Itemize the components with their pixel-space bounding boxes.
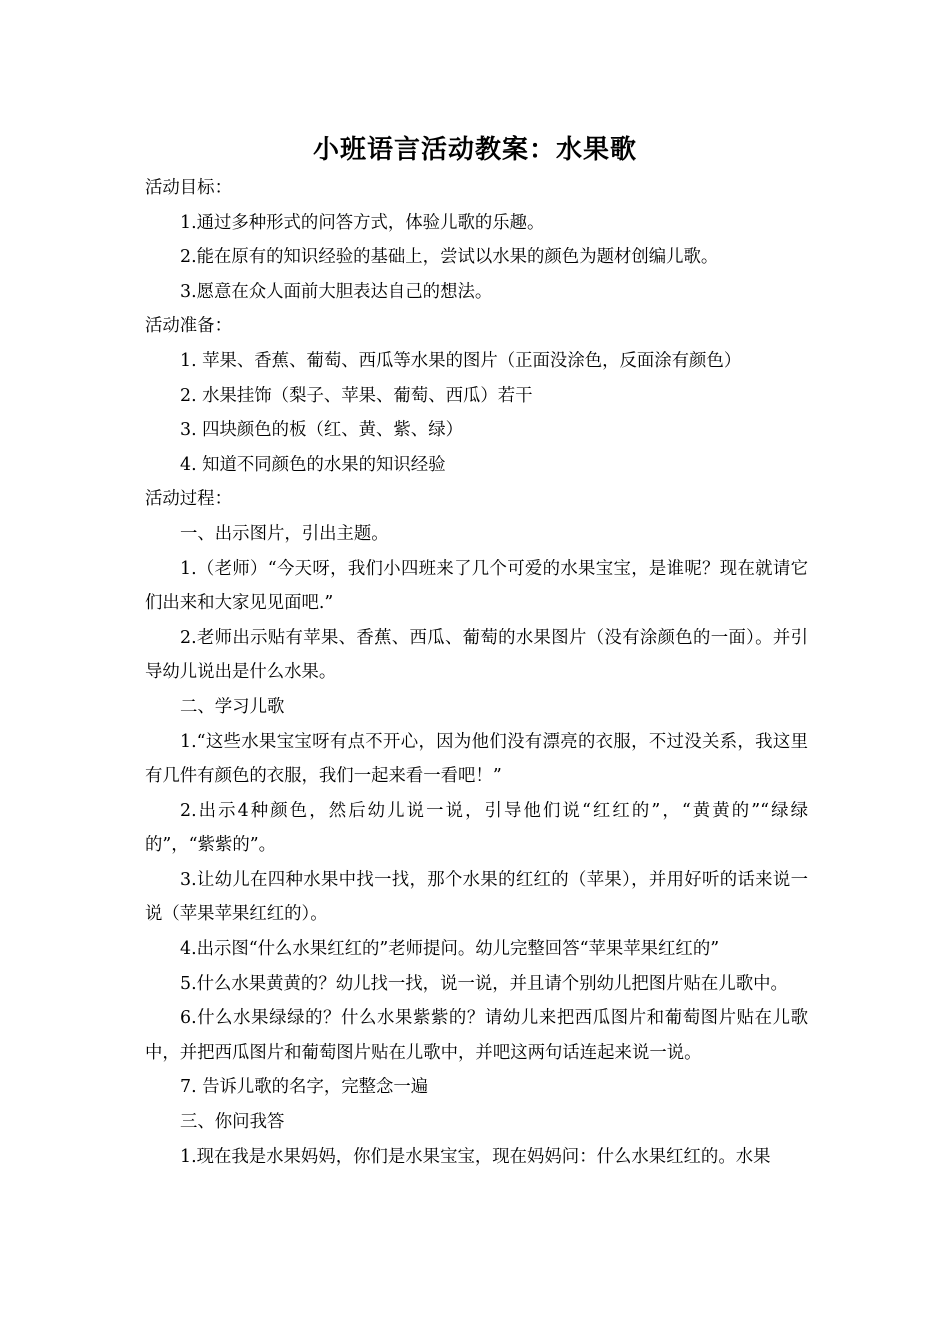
paragraph: 一、出示图片，引出主题。 [180,523,389,544]
paragraph: 1.“这些水果宝宝呀有点不开心，因为他们没有漂亮的衣服，不过没关系，我这里有几件有颜色的衣服，我们一起来看一看吧！” [145,731,808,787]
paragraph: 3.让幼儿在四种水果中找一找，那个水果的红红的（苹果），并用好听的话来说一说（苹果苹果红红的）。 [145,869,808,925]
paragraph: 6.什么水果绿绿的？什么水果紫紫的？请幼儿来把西瓜图片和葡萄图片贴在儿歌中，并把西瓜图片和葡萄图片贴在儿歌中，并吧这两句话连起来说一说。 [145,1008,808,1063]
section-heading: 活动准备： [145,316,232,337]
paragraph: 1.（老师）“今天呀，我们小四班来了几个可爱的水果宝宝，是谁呢？现在就请它们出来和大家见见面吧.” [145,558,808,614]
paragraph: 三、你问我答 [180,1112,285,1133]
paragraph: 1. 苹果、香蕉、葡萄、西瓜等水果的图片（正面没涂色，反面涂有颜色） [180,350,742,371]
paragraph: 2.能在原有的知识经验的基础上，尝试以水果的颜色为题材创编儿歌。 [180,247,719,268]
page-title: 小班语言活动教案：水果歌 [312,135,637,165]
paragraph: 2.老师出示贴有苹果、香蕉、西瓜、葡萄的水果图片（没有涂颜色的一面）。并引导幼儿说出是什么水果。 [145,627,808,683]
section-heading: 活动过程： [145,489,232,510]
section-heading: 活动目标： [145,178,232,198]
paragraph: 1.现在我是水果妈妈，你们是水果宝宝，现在妈妈问：什么水果红红的。水果 [180,1146,771,1167]
paragraph: 5.什么水果黄黄的？幼儿找一找，说一说，并且请个别幼儿把图片贴在儿歌中。 [180,973,788,994]
paragraph: 4. 知道不同颜色的水果的知识经验 [180,454,446,475]
paragraph: 2. 水果挂饰（梨子、苹果、葡萄、西瓜）若干 [180,385,533,406]
paragraph: 1.通过多种形式的问答方式，体验儿歌的乐趣。 [180,212,545,233]
paragraph: 2.出示4种颜色，然后幼儿说一说，引导他们说“红红的”，“黄黄的”“绿绿的”，“紫紫的”。 [145,800,808,856]
paragraph: 3.愿意在众人面前大胆表达自己的想法。 [180,281,493,302]
paragraph: 二、学习儿歌 [180,696,285,717]
paragraph: 7. 告诉儿歌的名字，完整念一遍 [180,1077,429,1098]
paragraph: 3. 四块颜色的板（红、黄、紫、绿） [180,420,463,441]
paragraph: 4.出示图“什么水果红红的”老师提问。幼儿完整回答“苹果苹果红红的” [180,939,720,960]
document-body [145,171,808,1174]
